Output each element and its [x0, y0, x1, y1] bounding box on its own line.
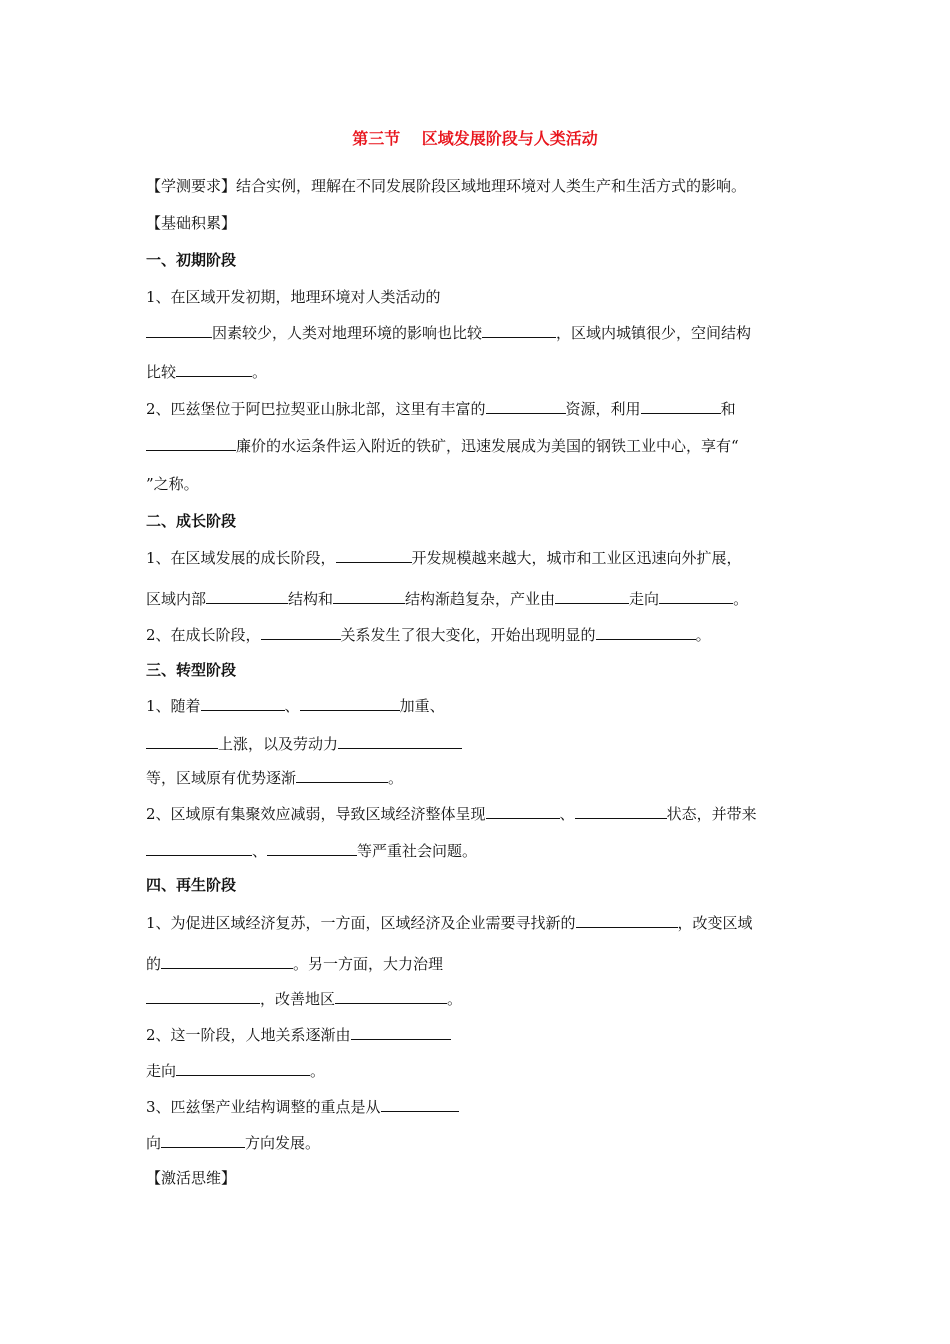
s3-q2-text-c: 状态，并带来 — [666, 805, 757, 823]
fill-blank[interactable] — [659, 588, 733, 604]
s3-q2-text-e: 等严重社会问题。 — [357, 842, 478, 860]
fill-blank[interactable] — [146, 840, 252, 856]
s1-q2-text-a: 2、匹兹堡位于阿巴拉契亚山脉北部，这里有丰富的 — [146, 400, 486, 418]
s3-q2-text-b: 、 — [559, 805, 575, 823]
fill-blank[interactable] — [161, 1132, 245, 1148]
s4-q1-text-e: ，改善地区 — [260, 990, 336, 1008]
fill-blank[interactable] — [146, 435, 236, 451]
s4-q2-line1 — [146, 1024, 810, 1045]
s1-q2-text-b: 资源，利用 — [565, 400, 641, 418]
fill-blank[interactable] — [146, 322, 212, 338]
s4-q1-line3 — [146, 988, 810, 1009]
s2-q1-text-g: 。 — [733, 590, 749, 608]
s4-q1-line1 — [146, 912, 810, 933]
s2-q1-text-a: 1、在区域发展的成长阶段， — [146, 549, 336, 567]
fill-blank[interactable] — [146, 988, 260, 1004]
s4-q1-text-d: 。另一方面，大力治理 — [293, 955, 444, 973]
s3-q1-line2 — [146, 733, 810, 754]
s3-q1-line3 — [146, 767, 810, 788]
s2-q2-text-b: 关系发生了很大变化，开始出现明显的 — [340, 626, 596, 644]
s3-q1-text-a: 1、随着 — [146, 697, 201, 715]
s3-q2-text-d: 、 — [252, 842, 268, 860]
fill-blank[interactable] — [206, 588, 288, 604]
s2-q2-text-c: 。 — [695, 626, 711, 644]
s1-q2-line3: ”之称。 — [146, 475, 199, 493]
s3-q1-line1 — [146, 695, 810, 716]
s4-q2-line2 — [146, 1060, 810, 1081]
requirement-text: 结合实例，理解在不同发展阶段区域地理环境对人类生产和生活方式的影响。 — [236, 177, 747, 195]
s3-q2-text-a: 2、区域原有集聚效应减弱，导致区域经济整体呈现 — [146, 805, 486, 823]
s1-q2-text-d: 廉价的水运条件运入附近的铁矿，迅速发展成为美国的钢铁工业中心，享有“ — [236, 437, 739, 455]
s2-q1-line2 — [146, 588, 810, 609]
s2-q1-line1 — [146, 547, 810, 568]
s1-q2-line1 — [146, 398, 810, 419]
s4-q3-text-b: 向 — [146, 1134, 162, 1152]
fill-blank[interactable] — [161, 953, 293, 969]
s2-q1-text-d: 结构和 — [288, 590, 334, 608]
s4-q2-text-a: 2、这一阶段，人地关系逐渐由 — [146, 1026, 351, 1044]
basic-label: 【基础积累】 — [146, 214, 237, 232]
s2-q1-text-e: 结构渐趋复杂，产业由 — [405, 590, 556, 608]
s1-q1-line3 — [146, 361, 810, 382]
fill-blank[interactable] — [482, 322, 556, 338]
fill-blank[interactable] — [576, 912, 678, 928]
s2-q2-text-a: 2、在成长阶段， — [146, 626, 261, 644]
s2-q1-text-b: 开发规模越来越大，城市和工业区迅速向外扩展， — [411, 549, 742, 567]
fill-blank[interactable] — [146, 733, 218, 749]
s4-q1-text-c: 的 — [146, 955, 162, 973]
fill-blank[interactable] — [176, 1060, 310, 1076]
fill-blank[interactable] — [575, 803, 667, 819]
s3-q1-text-e: 等，区域原有优势逐渐 — [146, 769, 297, 787]
fill-blank[interactable] — [338, 733, 462, 749]
s1-q1-text-b: 因素较少，人类对地理环境的影响也比较 — [212, 324, 483, 342]
s3-q1-text-c: 加重、 — [399, 697, 445, 715]
fill-blank[interactable] — [486, 398, 566, 414]
s1-q2-text-c: 和 — [720, 400, 736, 418]
s2-q2-line1 — [146, 624, 810, 645]
fill-blank[interactable] — [381, 1096, 459, 1112]
s4-q2-text-c: 。 — [310, 1062, 326, 1080]
fill-blank[interactable] — [333, 588, 405, 604]
s3-q2-line1 — [146, 803, 810, 824]
s4-q2-text-b: 走向 — [146, 1062, 177, 1080]
s1-q1-text-e: 。 — [252, 363, 268, 381]
s4-q1-text-b: ，改变区域 — [677, 914, 753, 932]
s4-q1-line2 — [146, 953, 810, 974]
s2-q1-text-f: 走向 — [629, 590, 660, 608]
s3-q1-text-f: 。 — [388, 769, 404, 787]
fill-blank[interactable] — [335, 988, 447, 1004]
fill-blank[interactable] — [641, 398, 721, 414]
fill-blank[interactable] — [176, 361, 252, 377]
fill-blank[interactable] — [261, 624, 341, 640]
s1-q1-line1: 1、在区域开发初期，地理环境对人类活动的 — [146, 288, 441, 306]
s3-q1-text-b: 、 — [284, 697, 300, 715]
s3-q1-text-d: 上涨，以及劳动力 — [218, 735, 339, 753]
section-heading-4: 四、再生阶段 — [146, 876, 237, 894]
s3-q2-line2 — [146, 840, 810, 861]
s1-q1-line2 — [146, 322, 810, 343]
fill-blank[interactable] — [486, 803, 560, 819]
s4-q1-text-a: 1、为促进区域经济复苏，一方面，区域经济及企业需要寻找新的 — [146, 914, 576, 932]
s4-q3-line2 — [146, 1132, 810, 1153]
s1-q1-text-d: 比较 — [146, 363, 177, 381]
fill-blank[interactable] — [336, 547, 412, 563]
fill-blank[interactable] — [296, 767, 388, 783]
fill-blank[interactable] — [596, 624, 696, 640]
s4-q3-line1 — [146, 1096, 810, 1117]
s1-q1-text-c: ，区域内城镇很少，空间结构 — [556, 324, 752, 342]
requirement-line — [146, 176, 810, 196]
requirement-label: 【学测要求】 — [146, 177, 237, 195]
fill-blank[interactable] — [267, 840, 357, 856]
section-heading-3: 三、转型阶段 — [146, 661, 237, 679]
s4-q3-text-c: 方向发展。 — [245, 1134, 321, 1152]
s4-q1-text-f: 。 — [447, 990, 463, 1008]
fill-blank[interactable] — [351, 1024, 451, 1040]
s2-q1-text-c: 区域内部 — [146, 590, 207, 608]
section-heading-1: 一、初期阶段 — [146, 251, 237, 269]
page-title: 第三节 区域发展阶段与人类活动 — [352, 129, 598, 148]
fill-blank[interactable] — [555, 588, 629, 604]
s4-q3-text-a: 3、匹兹堡产业结构调整的重点是从 — [146, 1098, 381, 1116]
s1-q2-line2 — [146, 435, 810, 456]
fill-blank[interactable] — [201, 695, 285, 711]
section-heading-2: 二、成长阶段 — [146, 512, 237, 530]
fill-blank[interactable] — [300, 695, 400, 711]
active-thinking-label: 【激活思维】 — [146, 1169, 237, 1187]
